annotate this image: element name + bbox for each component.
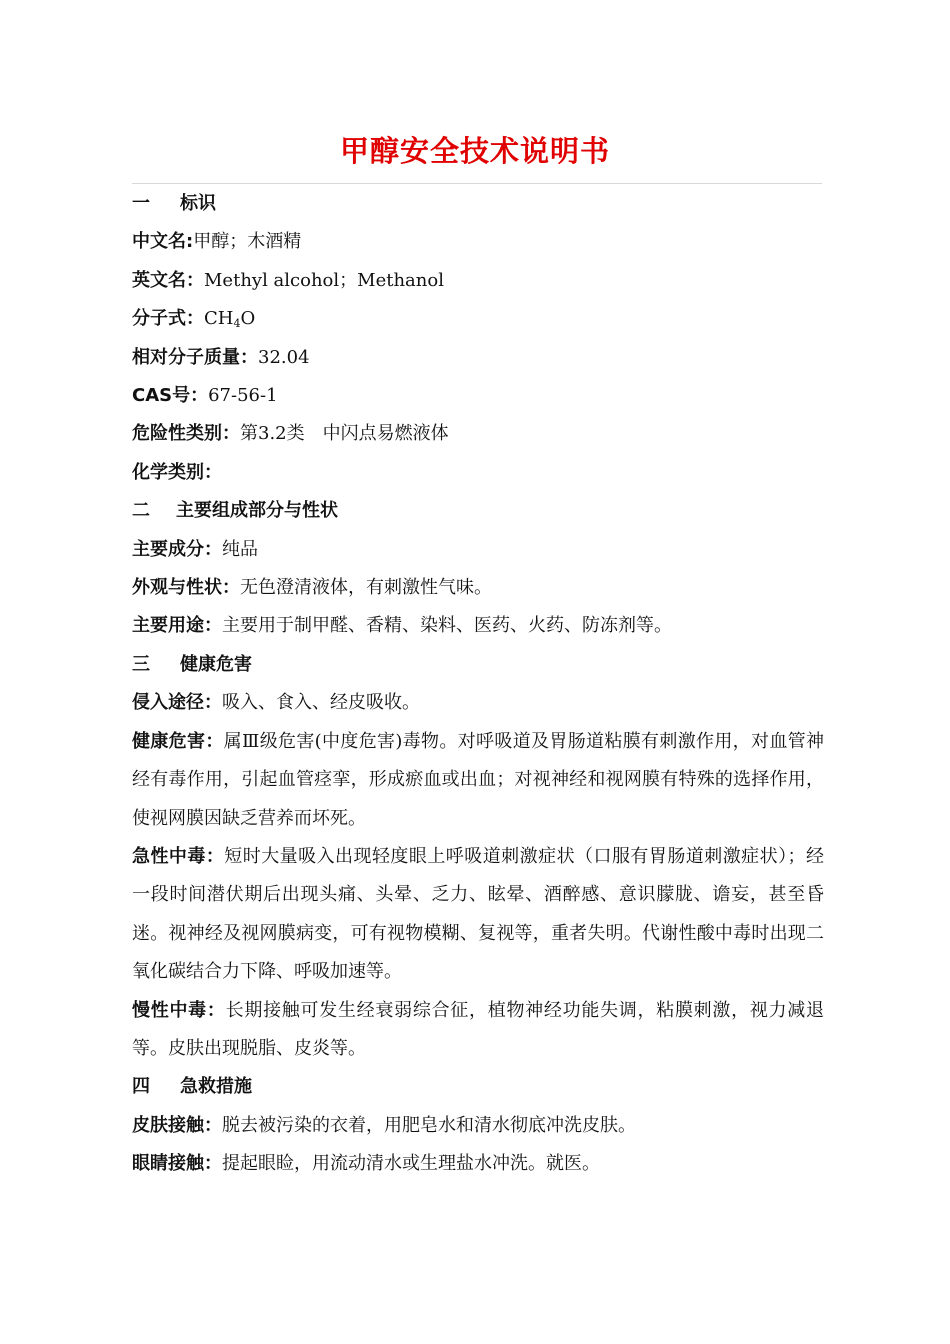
field-value: 第3.2类 中闪点易燃液体 (240, 423, 449, 445)
field-molecular-mass (132, 339, 824, 377)
field-hazard-category (132, 415, 824, 453)
field-label: 分子式： (132, 308, 204, 330)
field-label: 外观与性状： (132, 577, 240, 599)
field-value: 32.04 (258, 346, 310, 368)
field-label: 急性中毒： (132, 845, 225, 867)
field-label: 主要用途： (132, 615, 222, 637)
field-value: 吸入、食入、经皮吸收。 (222, 692, 420, 714)
field-skin-contact (132, 1107, 824, 1145)
document-title: 甲醇安全技术说明书 (339, 134, 610, 168)
field-main-use (132, 607, 824, 645)
field-label: 化学类别： (132, 461, 222, 483)
field-chinese-name (132, 223, 824, 261)
field-chronic-poisoning (132, 992, 824, 1069)
field-label: 健康危害： (132, 730, 224, 752)
field-english-name (132, 262, 824, 300)
field-value: 甲醇；木酒精 (193, 231, 302, 253)
section-heading-health-hazards: 三 健康危害 (132, 653, 252, 675)
field-value: 短时大量吸入出现轻度眼上呼吸道刺激症状（口服有胃肠道刺激症状）；经一段时间潜伏期后出现头痛、头晕、乏力、眩晕、酒醉感、意识朦胧、谵妄，甚至昏迷。视神经及视网膜病变，可有视物模糊、复视等，重者失明。代谢性酸中毒时出现二氧化碳结合力下降、呼吸加速等。 (132, 845, 824, 983)
field-label: 中文名: (132, 231, 194, 253)
field-health-hazard (132, 723, 824, 838)
formula-subscript: 4 (233, 317, 241, 331)
field-entry-route (132, 684, 824, 722)
field-value: 脱去被污染的衣着，用肥皂水和清水彻底冲洗皮肤。 (222, 1114, 636, 1136)
field-value: Methyl alcohol；Methanol (204, 269, 444, 291)
field-value: 属Ⅲ级危害(中度危害)毒物。对呼吸道及胃肠道粘膜有刺激作用，对血管神经有毒作用，引起血管痉挛，形成瘀血或出血；对视神经和视网膜有特殊的选择作用，使视网膜因缺乏营养而坏死。 (132, 730, 825, 829)
section-heading-composition: 二 主要组成部分与性状 (132, 500, 338, 522)
field-value: 无色澄清液体，有刺激性气味。 (240, 577, 492, 599)
document-body (132, 185, 824, 1184)
title-divider (132, 183, 822, 184)
field-label: 主要成分： (132, 538, 222, 560)
field-value: 提起眼睑，用流动清水或生理盐水冲洗。就医。 (222, 1153, 600, 1175)
field-value: 67-56-1 (208, 385, 278, 407)
field-label: 慢性中毒： (132, 999, 226, 1021)
field-chemical-category (132, 454, 824, 492)
field-value: 主要用于制甲醛、香精、染料、医药、火药、防冻剂等。 (222, 615, 672, 637)
field-label: 英文名： (132, 269, 204, 291)
field-acute-poisoning (132, 838, 824, 992)
field-cas-number (132, 377, 824, 415)
formula-part: O (240, 308, 256, 330)
field-label: 侵入途径： (132, 692, 222, 714)
section-heading-identification: 一 标识 (132, 193, 216, 214)
field-molecular-formula (132, 300, 824, 338)
field-appearance (132, 569, 824, 607)
field-label: 危险性类别： (132, 423, 240, 445)
field-label: 皮肤接触： (132, 1114, 222, 1136)
formula-part: CH (204, 308, 234, 330)
field-label: 相对分子质量： (132, 346, 258, 368)
field-label: 眼睛接触： (132, 1153, 222, 1175)
field-value: 长期接触可发生经衰弱综合征，植物神经功能失调，粘膜刺激，视力减退等。皮肤出现脱脂、皮炎等。 (132, 999, 825, 1059)
field-label: CAS号： (132, 385, 209, 407)
section-heading-first-aid: 四 急救措施 (132, 1076, 252, 1098)
field-main-component (132, 531, 824, 569)
field-value: 纯品 (222, 538, 258, 560)
field-eye-contact (132, 1145, 824, 1183)
